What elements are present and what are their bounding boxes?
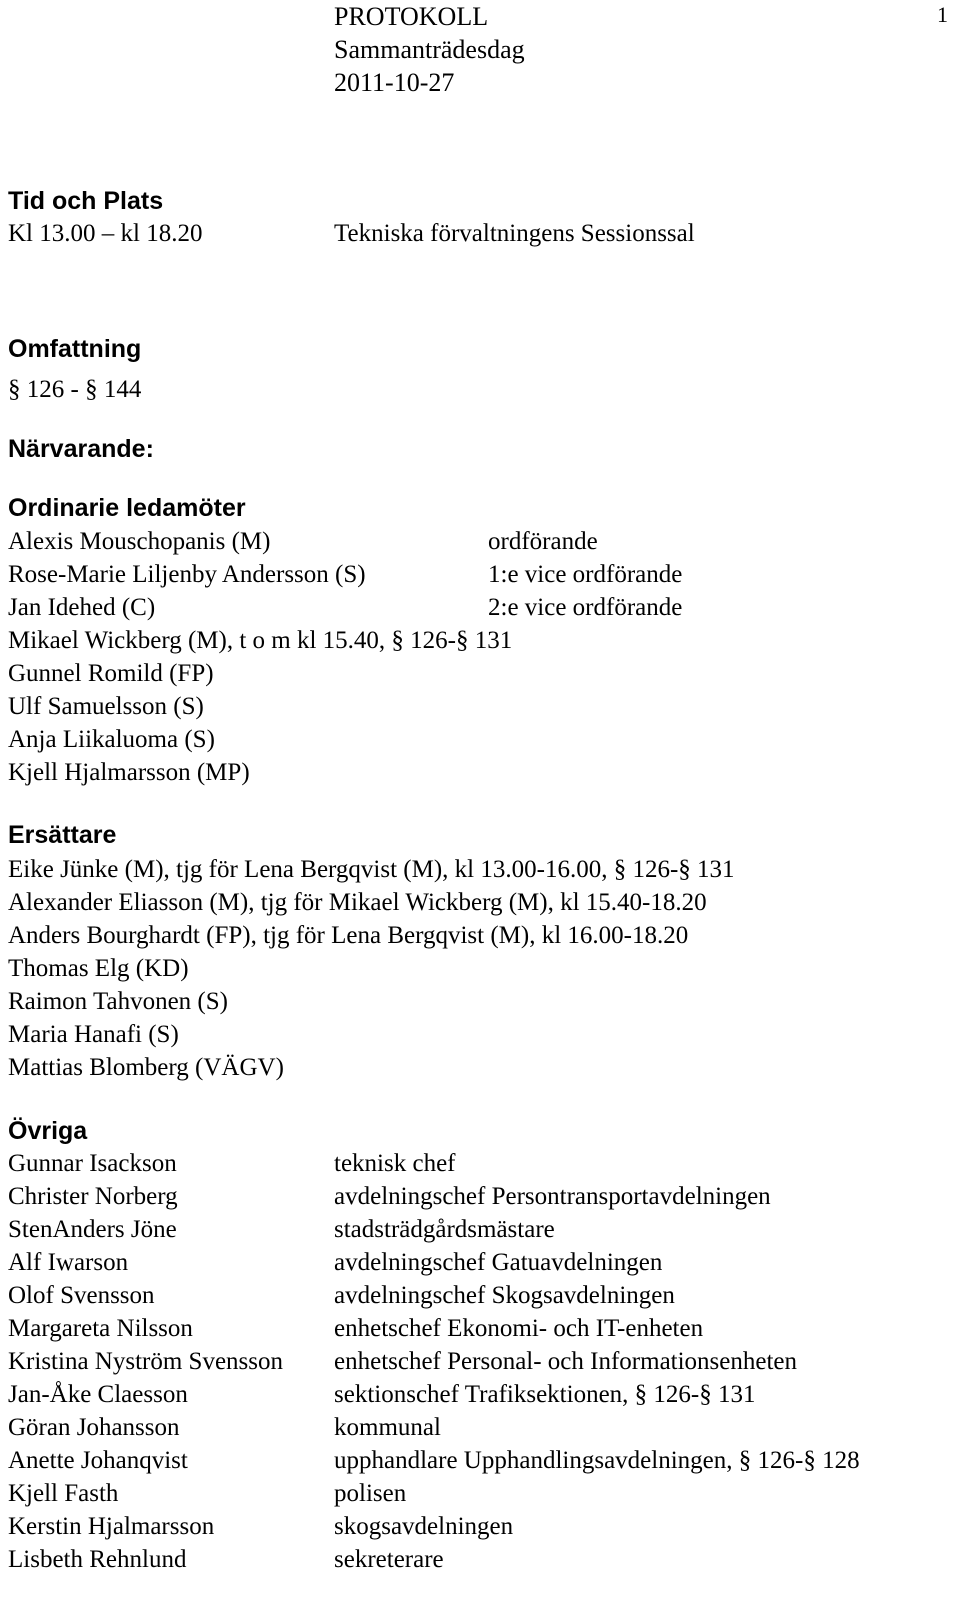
member-role: 2:e vice ordförande — [488, 594, 683, 621]
page-number: 1 — [937, 2, 948, 27]
section-heading-ovriga: Övriga — [8, 1117, 88, 1145]
person-role: upphandlare Upphandlingsavdelningen, § 126-§ 128 — [334, 1447, 860, 1474]
person-name: Christer Norberg — [8, 1183, 178, 1210]
person-role: enhetschef Ekonomi- och IT-enheten — [334, 1315, 704, 1342]
person-name: Kristina Nyström Svensson — [8, 1348, 283, 1375]
list-item: Mattias Blomberg (VÄGV) — [8, 1054, 284, 1081]
section-heading-narvarande: Närvarande: — [8, 435, 154, 463]
member-role: 1:e vice ordförande — [488, 561, 683, 588]
document-header — [334, 0, 525, 99]
person-role: stadsträdgårdsmästare — [334, 1216, 555, 1243]
person-role: avdelningschef Skogsavdelningen — [334, 1282, 675, 1309]
meeting-place: Tekniska förvaltningens Sessionssal — [334, 220, 695, 247]
person-role: sekreterare — [334, 1546, 444, 1573]
member-name: Ulf Samuelsson (S) — [8, 693, 204, 720]
list-item: Anders Bourghardt (FP), tjg för Lena Bergqvist (M), kl 16.00-18.20 — [8, 922, 689, 949]
person-name: Jan-Åke Claesson — [8, 1381, 188, 1408]
member-name: Rose-Marie Liljenby Andersson (S) — [8, 561, 366, 588]
meeting-label: Sammanträdesdag — [334, 35, 525, 64]
person-role: kommunal — [334, 1414, 441, 1441]
person-name: Lisbeth Rehnlund — [8, 1546, 187, 1573]
person-name: Margareta Nilsson — [8, 1315, 193, 1342]
person-name: Olof Svensson — [8, 1282, 155, 1309]
section-heading-omfattning: Omfattning — [8, 335, 142, 363]
person-role: avdelningschef Gatuavdelningen — [334, 1249, 663, 1276]
list-item: Eike Jünke (M), tjg för Lena Bergqvist (M), kl 13.00-16.00, § 126-§ 131 — [8, 856, 735, 883]
member-name: Anja Liikaluoma (S) — [8, 726, 215, 753]
list-item: Raimon Tahvonen (S) — [8, 988, 228, 1015]
paragraph-range: § 126 - § 144 — [8, 376, 142, 403]
member-name: Mikael Wickberg (M), t o m kl 15.40, § 126-§ 131 — [8, 627, 513, 654]
person-role: skogsavdelningen — [334, 1513, 514, 1540]
person-role: teknisk chef — [334, 1150, 456, 1177]
section-heading-ordinarie: Ordinarie ledamöter — [8, 494, 246, 522]
person-role: enhetschef Personal- och Informationsenheten — [334, 1348, 798, 1375]
member-name: Alexis Mouschopanis (M) — [8, 528, 271, 555]
list-item: Alexander Eliasson (M), tjg för Mikael Wickberg (M), kl 15.40-18.20 — [8, 889, 707, 916]
member-name: Gunnel Romild (FP) — [8, 660, 214, 687]
person-name: Alf Iwarson — [8, 1249, 129, 1276]
meeting-time: Kl 13.00 – kl 18.20 — [8, 220, 203, 247]
list-item: Maria Hanafi (S) — [8, 1021, 179, 1048]
member-name: Kjell Hjalmarsson (MP) — [8, 759, 250, 786]
person-name: Kjell Fasth — [8, 1480, 119, 1507]
person-name: Anette Johanqvist — [8, 1447, 188, 1474]
person-name: Gunnar Isackson — [8, 1150, 177, 1177]
person-name: StenAnders Jöne — [8, 1216, 177, 1243]
person-role: sektionschef Trafiksektionen, § 126-§ 131 — [334, 1381, 756, 1408]
person-name: Göran Johansson — [8, 1414, 180, 1441]
person-role: polisen — [334, 1480, 407, 1507]
list-item: Thomas Elg (KD) — [8, 955, 189, 982]
meeting-date: 2011-10-27 — [334, 68, 455, 97]
section-heading-ersattare: Ersättare — [8, 821, 117, 849]
person-role: avdelningschef Persontransportavdelningen — [334, 1183, 771, 1210]
member-role: ordförande — [488, 528, 598, 555]
section-heading-tid-och-plats: Tid och Plats — [8, 187, 164, 215]
person-name: Kerstin Hjalmarsson — [8, 1513, 215, 1540]
document-title: PROTOKOLL — [334, 2, 489, 31]
member-name: Jan Idehed (C) — [8, 594, 156, 621]
